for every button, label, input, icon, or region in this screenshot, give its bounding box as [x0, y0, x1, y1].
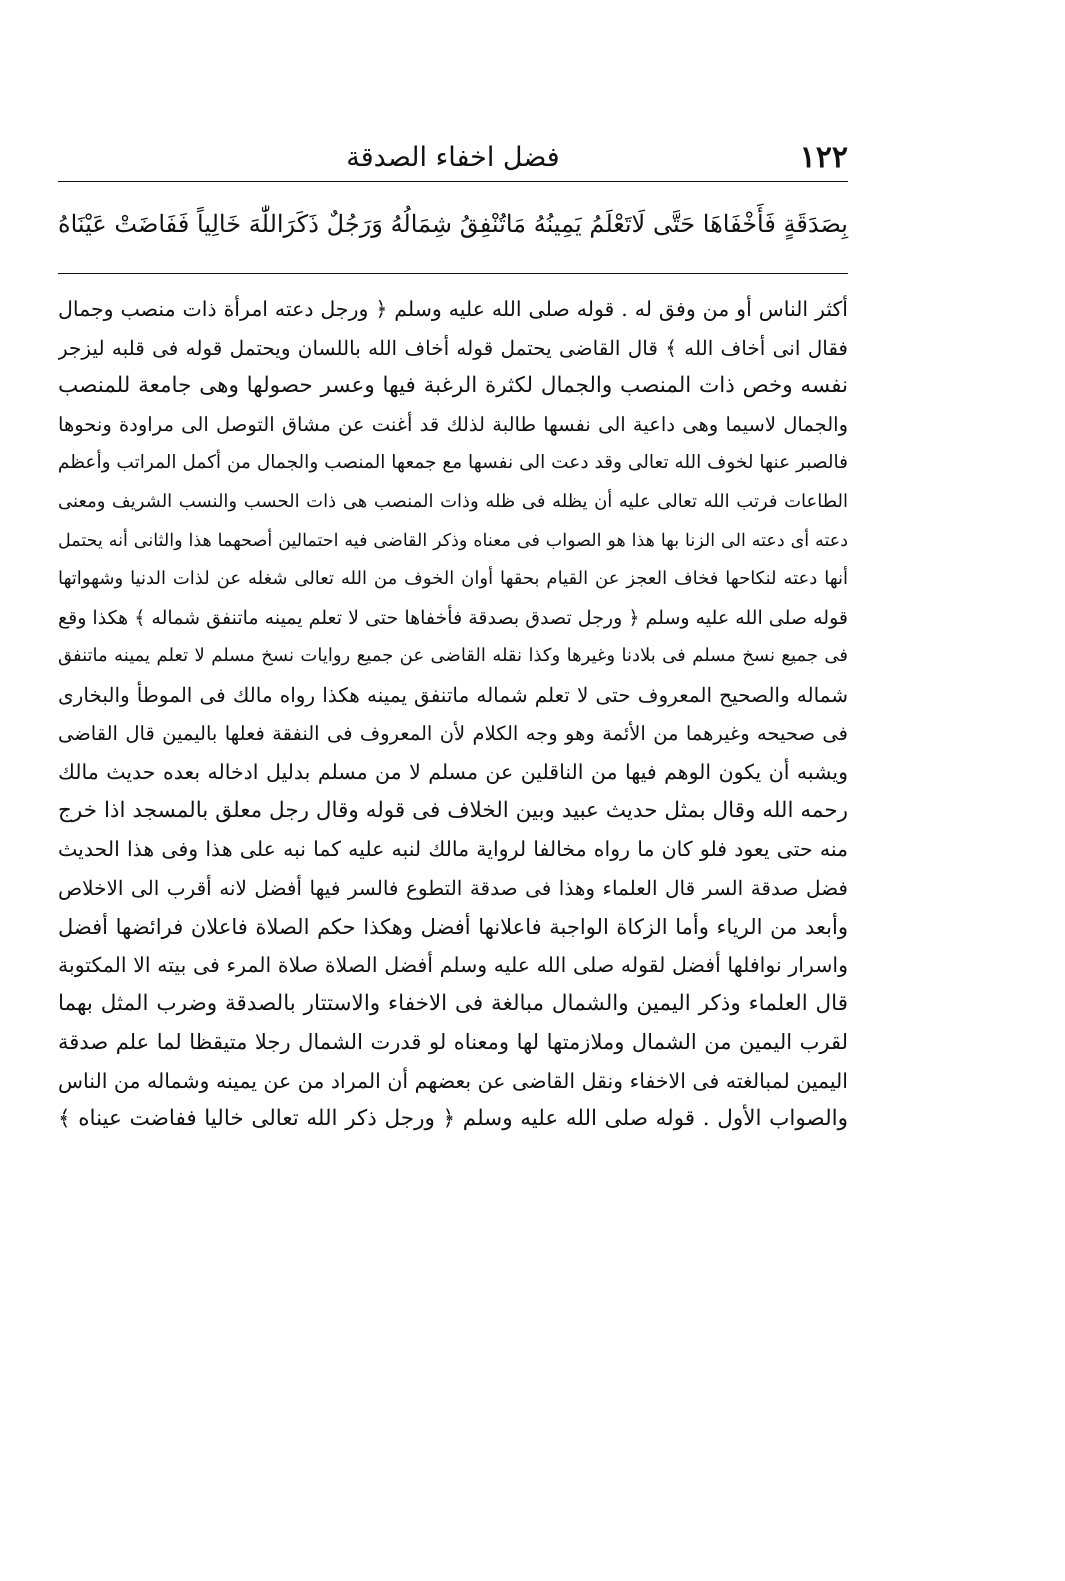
commentary-line: شماله والصحيح المعروف حتى لا تعلم شماله ماتنفق يمينه هكذا رواه مالك فى الموطأ والبخارى	[58, 682, 848, 707]
commentary-line: منه حتى يعود فلو كان ما رواه مخالفا لرواية مالك لنبه عليه كما نبه على هذا وفى هذا الحديث	[58, 837, 848, 862]
commentary-line: اليمين لمبالغته فى الاخفاء ونقل القاضى عن بعضهم أن المراد من عن يمينه وشماله من الناس	[58, 1068, 848, 1093]
commentary-line: رحمه الله وقال بمثل حديث عبيد وبين الخلاف فى قوله وقال رجل معلق بالمسجد اذا خرج	[58, 797, 848, 823]
commentary-line: نفسه وخص ذات المنصب والجمال لكثرة الرغبة فيها وعسر حصولها وهى جامعة للمنصب	[58, 373, 848, 399]
commentary-line: ويشبه أن يكون الوهم فيها من الناقلين عن مسلم لا من مسلم بدليل ادخاله بعده حديث مالك	[58, 760, 848, 785]
header-rule	[58, 181, 848, 182]
commentary-line: فضل صدقة السر قال العلماء وهذا فى صدقة التطوع فالسر فيها أفضل لانه أقرب الى الاخلاص	[58, 875, 848, 900]
commentary-line: والصواب الأول . قوله صلى الله عليه وسلم ﴿ ورجل ذكر الله تعالى خاليا ففاضت عيناه ﴾	[58, 1106, 848, 1132]
commentary-line: وأبعد من الرياء وأما الزكاة الواجبة فاعلانها أفضل وهكذا حكم الصلاة فاعلان فرائضها أفضل	[58, 914, 848, 939]
commentary-line: لقرب اليمين من الشمال وملازمتها لها ومعناه لو قدرت الشمال رجلا متيقظا لما علم صدقة	[58, 1030, 848, 1055]
section-divider	[58, 273, 848, 274]
commentary-line: أنها دعته لنكاحها فخاف العجز عن القيام بحقها أوان الخوف من الله تعالى شغله عن لذات الدنيا وشهواتها	[58, 568, 848, 590]
commentary-line: فى صحيحه وغيرهما من الأئمة وهو وجه الكلام لأن المعروف فى النفقة فعلها باليمين قال القاضى	[58, 721, 848, 745]
commentary-line: الطاعات فرتب الله تعالى عليه أن يظله فى ظله وذات المنصب هى ذات الحسب والنسب الشريف ومعنى	[58, 490, 848, 512]
chapter-title: فضل اخفاء الصدقة	[346, 142, 560, 173]
commentary-line: قوله صلى الله عليه وسلم ﴿ ورجل تصدق بصدقة فأخفاها حتى لا تعلم يمينه ماتنفق شماله ﴾ هكذا وقع	[58, 606, 848, 629]
hadith-text: بِصَدَقَةٍ فَأَخْفَاهَا حَتَّى لَاتَعْلَمُ يَمِينُهُ مَاتُنْفِقُ شِمَالُهُ وَرَجُلٌ ذَكَرَاللّٰهَ خَالِياً فَفَاضَتْ عَيْنَاهُ	[58, 210, 848, 238]
commentary-line: أكثر الناس أو من وفق له . قوله صلى الله عليه وسلم ﴿ ورجل دعته امرأة ذات منصب وجمال	[58, 297, 848, 321]
commentary-line: واسرار نوافلها أفضل لقوله صلى الله عليه وسلم أفضل الصلاة صلاة المرء فى بيته الا المكتوبة	[58, 953, 848, 978]
commentary-line: دعته أى دعته الى الزنا بها هذا هو الصواب فى معناه وذكر القاضى فيه احتمالين أصحهما هذا والثانى أنه يحتمل	[58, 530, 848, 551]
running-header	[58, 138, 848, 178]
commentary-line: فالصبر عنها لخوف الله تعالى وقد دعت الى نفسها مع جمعها المنصب والجمال من أكمل المراتب وأعظم	[58, 452, 848, 474]
page-number: ١٢٢	[799, 140, 848, 175]
commentary-line: فقال انى أخاف الله ﴾ قال القاضى يحتمل قوله أخاف الله باللسان ويحتمل قوله فى قلبه ليزجر	[58, 335, 848, 360]
commentary-line: فى جميع نسخ مسلم فى بلادنا وغيرها وكذا نقله القاضى عن جميع روايات نسخ مسلم لا تعلم يمينه ماتنفق	[58, 645, 848, 667]
commentary-body	[58, 290, 848, 1139]
commentary-line: والجمال لاسيما وهى داعية الى نفسها طالبة لذلك قد أغنت عن مشاق التوصل الى مراودة ونحوها	[58, 412, 848, 436]
commentary-line: قال العلماء وذكر اليمين والشمال مبالغة فى الاخفاء والاستتار بالصدقة وضرب المثل بهما	[58, 990, 848, 1016]
